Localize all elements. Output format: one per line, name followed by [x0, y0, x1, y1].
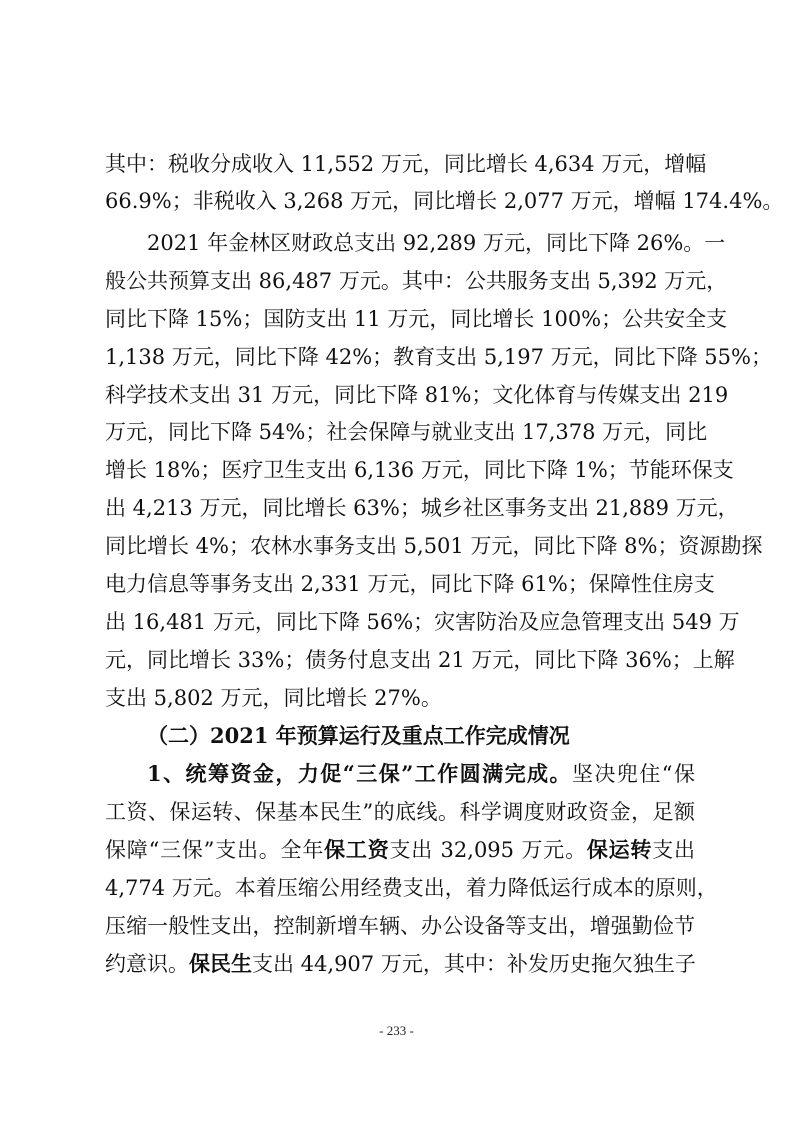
inline-text: 支出	[652, 838, 696, 862]
text-line: 万元，同比下降 54%；社会保障与就业支出 17,378 万元，同比	[105, 420, 708, 444]
text-line: 出 16,481 万元，同比下降 56%；灾害防治及应急管理支出 549 万	[105, 610, 740, 634]
inline-text: 支出 32,095 万元。	[389, 838, 587, 862]
inline-text: 保障“三保”支出。全年	[105, 838, 325, 862]
text-line: 科学技术支出 31 万元，同比下降 81%；文化体育与传媒支出 219	[105, 383, 729, 407]
text-line: 2021 年金林区财政总支出 92,289 万元，同比下降 26%。一	[147, 231, 726, 255]
inline-text: 支出 44,907 万元，其中：补发历史拖欠独生子	[252, 952, 696, 976]
bold-keyword: 保工资	[324, 837, 390, 862]
page-number: - 233 -	[379, 1023, 414, 1038]
bold-keyword: 保运转	[586, 837, 653, 862]
bold-keyword: 保民生	[189, 951, 252, 976]
text-line: 66.9%；非税收入 3,268 万元，同比增长 2,077 万元，增幅 174.4%。	[105, 189, 784, 213]
text-line	[105, 836, 695, 864]
text-line: 4,774 万元。本着压缩公用经费支出，着力降低运行成本的原则，	[105, 876, 718, 900]
text-line: 工资、保运转、保基本民生”的底线。科学调度财政资金，足额	[105, 800, 695, 824]
inline-text: 约意识。	[105, 952, 189, 976]
text-line: 般公共预算支出 86,487 万元。其中：公共服务支出 5,392 万元，	[105, 269, 728, 293]
text-line: 元，同比增长 33%；债务付息支出 21 万元，同比下降 36%；上解	[105, 648, 735, 672]
text-line: 其中：税收分成收入 11,552 万元，同比增长 4,634 万元，增幅	[105, 152, 707, 176]
text-line: 出 4,213 万元，同比增长 63%；城乡社区事务支出 21,889 万元，	[105, 496, 739, 520]
text-line	[105, 950, 695, 978]
text-line: 压缩一般性支出，控制新增车辆、办公设备等支出，增强勤俭节	[105, 914, 695, 938]
inline-text: 坚决兜住“保	[571, 762, 695, 786]
text-line: 增长 18%；医疗卫生支出 6,136 万元，同比下降 1%；节能环保支	[105, 458, 734, 482]
text-line: 支出 5,802 万元，同比增长 27%。	[105, 686, 442, 710]
text-line: 1,138 万元，同比下降 42%；教育支出 5,197 万元，同比下降 55%；	[105, 345, 772, 369]
text-line	[147, 760, 695, 788]
text-line: 同比增长 4%；农林水事务支出 5,501 万元，同比下降 8%；资源勘探	[105, 534, 763, 558]
text-line: 同比下降 15%；国防支出 11 万元，同比增长 100%；公共安全支	[105, 307, 728, 331]
bold-lead-text: 1、统筹资金，力促“三保”工作圆满完成。	[147, 761, 572, 786]
text-line: 电力信息等事务支出 2,331 万元，同比下降 61%；保障性住房支	[105, 572, 715, 596]
section-heading: （二）2021 年预算运行及重点工作完成情况	[147, 723, 570, 748]
